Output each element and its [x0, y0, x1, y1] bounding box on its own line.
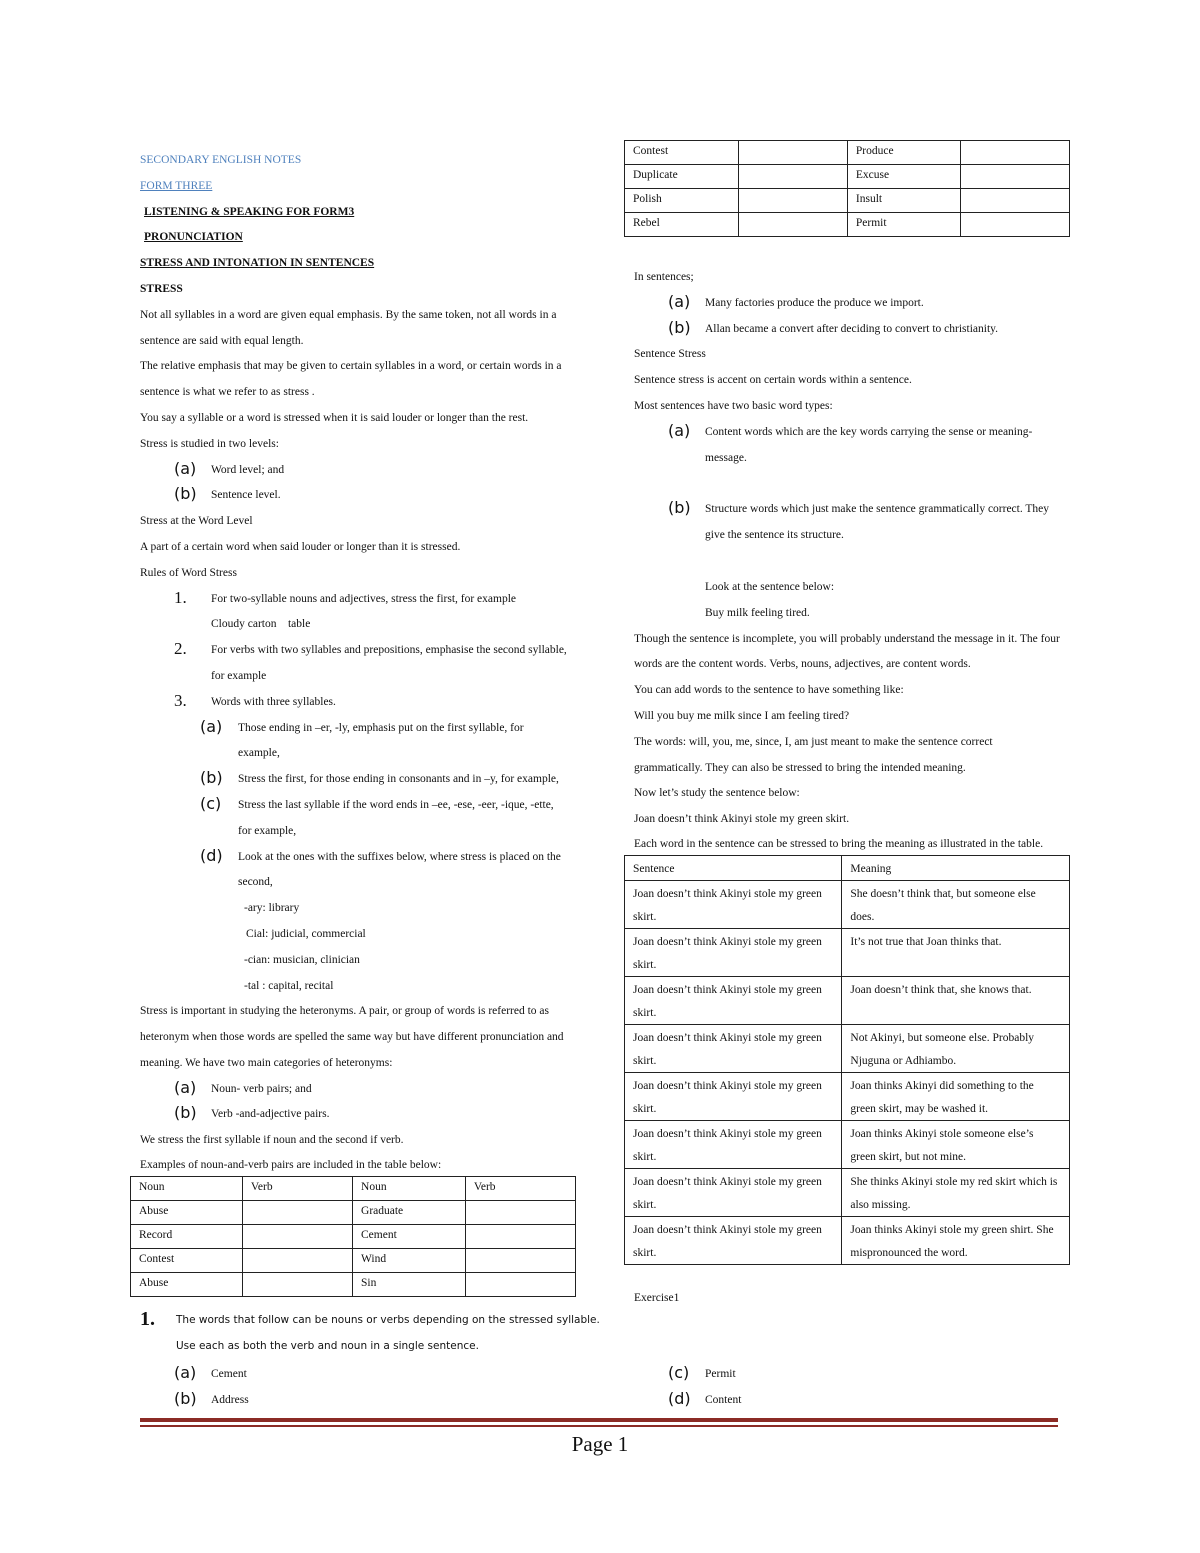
list-text: Content words which are the key words carrying the sense or meaning- [705, 425, 1033, 438]
exercise-item [140, 1308, 1060, 1334]
paragraph: In sentences; [634, 271, 694, 283]
list-marker: (a) [668, 291, 691, 311]
suffix-example: -cian: musician, clinician [244, 953, 360, 966]
paragraph: Look at the sentence below: [705, 580, 835, 593]
table-cell: Joan doesn’t think that, she knows that. [842, 977, 1070, 1025]
list-item [140, 1102, 580, 1128]
form-heading: FORM THREE [140, 179, 213, 192]
table-cell [242, 1273, 352, 1297]
list-marker: (d) [668, 1388, 691, 1408]
subheading: Sentence Stress [634, 348, 706, 361]
list-text: Stress the last syllable if the word ends in –ee, -ese, -eer, -ique, -ette, [238, 798, 554, 811]
table-cell [465, 1273, 575, 1297]
list-item [634, 497, 1074, 523]
table-row [625, 1217, 1070, 1265]
table-cell: Polish [625, 189, 739, 213]
table-cell: Permit [847, 213, 960, 237]
paragraph: Will you buy me milk since I am feeling tired? [634, 709, 850, 722]
table-header: Meaning [842, 855, 1070, 881]
table-row [625, 213, 1070, 237]
stress-heading: STRESS [140, 282, 183, 295]
list-text: for example [211, 669, 267, 682]
paragraph: grammatically. They can also be stressed to bring the intended meaning. [634, 761, 966, 774]
paragraph: Not all syllables in a word are given equal emphasis. By the same token, not all words in a [140, 308, 557, 321]
paragraph: We stress the first syllable if noun and the second if verb. [140, 1134, 404, 1147]
list-item [634, 291, 1074, 317]
table-row [131, 1249, 576, 1273]
list-marker: (a) [668, 420, 691, 440]
table-header-row [625, 855, 1070, 881]
table-row [625, 1073, 1070, 1121]
list-text: second, [238, 876, 273, 889]
suffix-example: Cial: judicial, commercial [246, 927, 366, 940]
list-item [174, 1362, 249, 1388]
table-cell [242, 1225, 352, 1249]
list-text: For two-syllable nouns and adjectives, stress the first, for example [211, 592, 516, 605]
suffix-example: -ary: library [244, 902, 300, 915]
paragraph: The words: will, you, me, since, I, am just meant to make the sentence correct [634, 735, 993, 748]
sub-item [140, 716, 580, 742]
heteronym-table [624, 140, 1070, 237]
table-cell: Joan thinks Akinyi did something to the green skirt, may be washed it. [842, 1073, 1070, 1121]
table-cell: Produce [847, 141, 960, 165]
list-marker: (a) [174, 458, 197, 478]
list-marker: (b) [668, 317, 691, 337]
table-cell [242, 1249, 352, 1273]
noun-verb-table [130, 1176, 576, 1297]
paragraph: Sentence stress is accent on certain words within a sentence. [634, 374, 912, 387]
table-cell [465, 1201, 575, 1225]
table-cell: Joan thinks Akinyi stole my green shirt. She mispronounced the word. [842, 1217, 1070, 1265]
paragraph: words are the content words. Verbs, nouns, adjectives, are content words. [634, 658, 971, 671]
table-cell: Contest [625, 141, 739, 165]
table-cell: Joan doesn’t think Akinyi stole my green skirt. [625, 929, 842, 977]
table-cell [739, 165, 848, 189]
table-cell: Joan doesn’t think Akinyi stole my green skirt. [625, 1073, 842, 1121]
table-cell [961, 213, 1070, 237]
list-text: Content [705, 1393, 742, 1406]
table-cell: Joan doesn’t think Akinyi stole my green skirt. [625, 977, 842, 1025]
table-cell: Record [131, 1225, 243, 1249]
list-text: Words with three syllables. [211, 695, 336, 708]
table-cell: She thinks Akinyi stole my red skirt which is also missing. [842, 1169, 1070, 1217]
table-cell: Duplicate [625, 165, 739, 189]
table-cell: Not Akinyi, but someone else. Probably Njuguna or Adhiambo. [842, 1025, 1070, 1073]
paragraph: Each word in the sentence can be stressed to bring the meaning as illustrated in the table. [634, 837, 1044, 850]
list-marker: (a) [200, 716, 223, 736]
paragraph: meaning. We have two main categories of heteronyms: [140, 1056, 393, 1069]
table-cell: It’s not true that Joan thinks that. [842, 929, 1070, 977]
table-cell: Wind [353, 1249, 466, 1273]
paragraph: You say a syllable or a word is stressed when it is said louder or longer than the rest. [140, 411, 529, 424]
list-text: Cement [211, 1368, 247, 1380]
list-item [140, 483, 580, 509]
list-text: For verbs with two syllables and prepositions, emphasise the second syllable, [211, 644, 567, 657]
table-cell: Rebel [625, 213, 739, 237]
list-text: Permit [705, 1368, 736, 1380]
list-item [634, 317, 1074, 343]
list-item [140, 458, 580, 484]
list-item [140, 1077, 580, 1103]
paragraph: Examples of noun-and-verb pairs are included in the table below: [140, 1159, 442, 1172]
paragraph: Most sentences have two basic word types: [634, 399, 833, 412]
table-cell: Joan doesn’t think Akinyi stole my green skirt. [625, 1121, 842, 1169]
table-row [625, 1121, 1070, 1169]
list-marker: 1. [140, 1308, 155, 1330]
table-header: Verb [465, 1177, 575, 1201]
table-header: Sentence [625, 855, 842, 881]
suffix-example: -tal : capital, recital [244, 979, 334, 992]
footer-rule [140, 1418, 1058, 1422]
list-item [668, 1362, 741, 1388]
list-marker: (c) [200, 793, 222, 813]
list-marker: (a) [174, 1363, 197, 1382]
table-cell [739, 189, 848, 213]
exercise-title: Exercise1 [634, 1292, 680, 1304]
sub-item [140, 845, 580, 871]
table-cell: Joan doesn’t think Akinyi stole my green skirt. [625, 881, 842, 929]
rule-examples: Cloudy carton table [211, 618, 311, 631]
table-row [131, 1273, 576, 1297]
table-cell [961, 189, 1070, 213]
table-header: Verb [242, 1177, 352, 1201]
table-row [131, 1225, 576, 1249]
list-marker: 1. [174, 587, 187, 607]
list-marker: 2. [174, 639, 187, 659]
exercise-options-left [174, 1362, 249, 1414]
table-header-row [131, 1177, 576, 1201]
table-cell: Abuse [131, 1273, 243, 1297]
paragraph: Stress is studied in two levels: [140, 437, 279, 450]
list-text: Many factories produce the produce we import. [705, 296, 924, 309]
list-text: Word level; and [211, 463, 285, 476]
sub-item [140, 767, 580, 793]
table-row [131, 1201, 576, 1225]
list-item [668, 1388, 741, 1414]
exercise-text: The words that follow can be nouns or verbs depending on the stressed syllable. [176, 1314, 600, 1326]
table-row [625, 977, 1070, 1025]
paragraph: Now let’s study the sentence below: [634, 787, 800, 800]
table-cell [465, 1225, 575, 1249]
table-row [625, 141, 1070, 165]
paragraph: You can add words to the sentence to have something like: [634, 684, 904, 697]
table-cell: Cement [353, 1225, 466, 1249]
section-heading: LISTENING & SPEAKING FOR FORM3 [144, 205, 355, 218]
list-text: Those ending in –er, -ly, emphasis put on the first syllable, for [238, 721, 524, 734]
table-cell: Joan doesn’t think Akinyi stole my green skirt. [625, 1217, 842, 1265]
table-cell [961, 141, 1070, 165]
table-cell [739, 141, 848, 165]
table-cell: Graduate [353, 1201, 466, 1225]
list-text: Address [211, 1393, 249, 1406]
paragraph: The relative emphasis that may be given to certain syllables in a word, or certain words in a [140, 360, 562, 373]
list-marker: 3. [174, 690, 187, 710]
table-cell [961, 165, 1070, 189]
paragraph: Stress is important in studying the heteronyms. A pair, or group of words is referred to as [140, 1005, 550, 1018]
rule-item [140, 638, 580, 664]
list-text: Stress the first, for those ending in consonants and in –y, for example, [238, 773, 559, 786]
table-header: Noun [353, 1177, 466, 1201]
list-text: for example, [238, 824, 297, 837]
table-row [625, 929, 1070, 977]
list-marker: (b) [174, 1103, 197, 1123]
left-column [140, 148, 580, 1297]
subsection-heading: PRONUNCIATION [144, 231, 243, 244]
list-marker: (b) [668, 498, 691, 518]
topic-heading: STRESS AND INTONATION IN SENTENCES [140, 257, 375, 270]
exercise-block [140, 1308, 1060, 1360]
rule-item [140, 690, 580, 716]
list-text: give the sentence its structure. [705, 529, 844, 542]
list-text: message. [705, 451, 747, 464]
sub-item [140, 793, 580, 819]
table-row [625, 189, 1070, 213]
table-cell: Excuse [847, 165, 960, 189]
paragraph: Joan doesn’t think Akinyi stole my green skirt. [634, 813, 850, 826]
table-cell: Sin [353, 1273, 466, 1297]
rule-item [140, 587, 580, 613]
table-cell [739, 213, 848, 237]
doc-heading: SECONDARY ENGLISH NOTES [140, 154, 302, 166]
table-row [625, 881, 1070, 929]
subheading: Stress at the Word Level [140, 515, 253, 528]
list-item [174, 1388, 249, 1414]
paragraph: A part of a certain word when said louder or longer than it is stressed. [140, 540, 461, 553]
table-cell: She doesn’t think that, but someone else does. [842, 881, 1070, 929]
list-marker: (c) [668, 1363, 690, 1382]
list-text: Allan became a convert after deciding to convert to christianity. [705, 322, 999, 335]
list-marker: (a) [174, 1077, 197, 1097]
list-marker: (b) [200, 768, 223, 788]
table-cell: Joan doesn’t think Akinyi stole my green skirt. [625, 1169, 842, 1217]
footer-rule-thin [140, 1425, 1058, 1427]
table-cell: Insult [847, 189, 960, 213]
list-text: example, [238, 747, 280, 760]
list-text: Look at the ones with the suffixes below, where stress is placed on the [238, 850, 561, 863]
paragraph: Though the sentence is incomplete, you will probably understand the message in it. The four [634, 632, 1060, 645]
exercise-text: Use each as both the verb and noun in a single sentence. [176, 1339, 479, 1352]
right-column [634, 140, 1074, 1265]
page-number: Page 1 [571, 1432, 629, 1456]
list-text: Structure words which just make the sentence grammatically correct. They [705, 503, 1050, 516]
exercise-options-right [668, 1362, 741, 1414]
table-row [625, 165, 1070, 189]
list-marker: (d) [200, 845, 223, 865]
paragraph: sentence are said with equal length. [140, 334, 304, 347]
table-cell: Abuse [131, 1201, 243, 1225]
example-sentence: Buy milk feeling tired. [705, 606, 810, 619]
table-cell [465, 1249, 575, 1273]
list-item [634, 420, 1074, 446]
table-header: Noun [131, 1177, 243, 1201]
table-cell: Joan doesn’t think Akinyi stole my green skirt. [625, 1025, 842, 1073]
sentence-stress-table [624, 855, 1070, 1266]
table-cell: Joan thinks Akinyi stole someone else’s green skirt, but not mine. [842, 1121, 1070, 1169]
paragraph: heteronym when those words are spelled the same way but have different pronunciation and [140, 1031, 564, 1044]
list-text: Sentence level. [211, 489, 281, 502]
list-text: Verb -and-adjective pairs. [211, 1108, 330, 1121]
table-cell [242, 1201, 352, 1225]
subheading: Rules of Word Stress [140, 566, 237, 579]
table-row [625, 1169, 1070, 1217]
list-text: Noun- verb pairs; and [211, 1082, 312, 1095]
list-marker: (b) [174, 484, 197, 504]
list-marker: (b) [174, 1388, 197, 1408]
table-cell: Contest [131, 1249, 243, 1273]
paragraph: sentence is what we refer to as stress . [140, 386, 315, 399]
table-row [625, 1025, 1070, 1073]
